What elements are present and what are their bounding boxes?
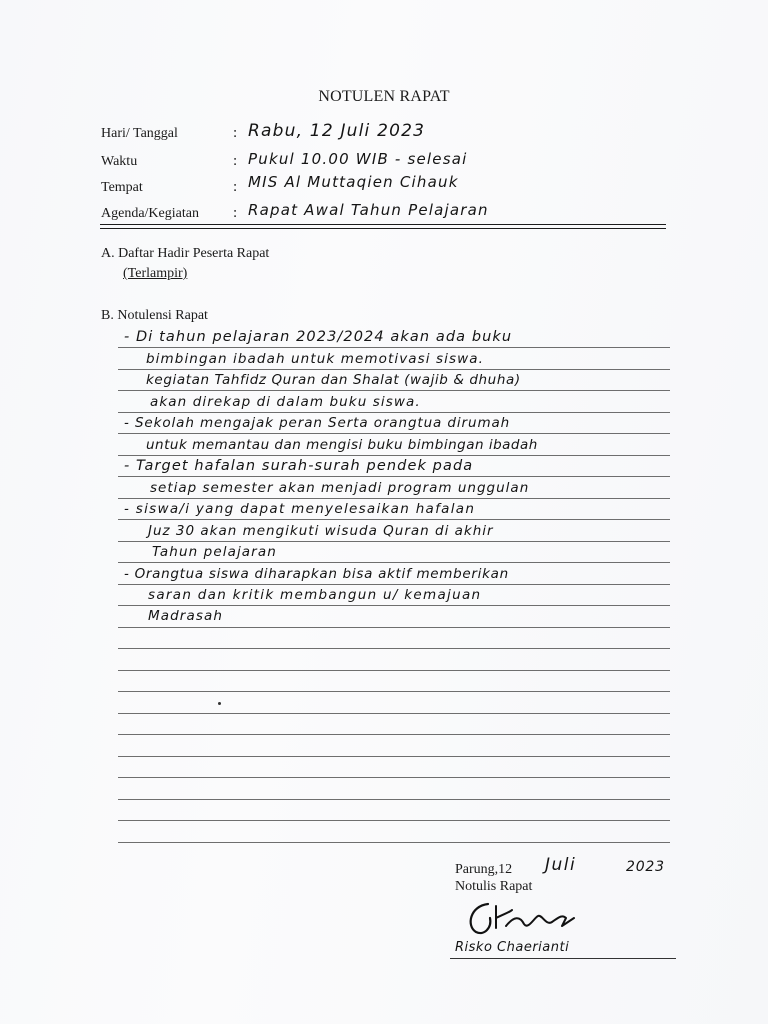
signature-name: Risko Chaerianti <box>455 940 570 955</box>
ruled-line <box>118 369 670 370</box>
note-line-text: - Target hafalan surah-surah pendek pada <box>124 458 474 474</box>
ruled-line <box>118 541 670 542</box>
note-line-text: - Di tahun pelajaran 2023/2024 akan ada buku <box>124 329 513 345</box>
field-colon: : <box>233 205 238 221</box>
ruled-line <box>118 648 670 649</box>
note-line-text: bimbingan ibadah untuk memotivasi siswa. <box>146 351 485 367</box>
page-title: NOTULEN RAPAT <box>318 88 450 105</box>
field-label-date: Hari/ Tanggal <box>101 126 178 141</box>
note-line-text: Juz 30 akan mengikuti wisuda Quran di akhir <box>148 523 494 539</box>
ruled-line <box>118 519 670 520</box>
header-rule-top <box>100 224 666 225</box>
note-line-text: - Sekolah mengajak peran Serta orangtua dirumah <box>124 415 511 431</box>
ruled-line <box>118 777 670 778</box>
signature-year: 2023 <box>626 859 665 875</box>
field-label-time: Waktu <box>101 154 138 169</box>
ruled-line <box>118 412 670 413</box>
note-line-text: saran dan kritik membangun u/ kemajuan <box>148 587 482 603</box>
note-line-text: - Orangtua siswa diharapkan bisa aktif memberikan <box>124 566 509 582</box>
ruled-line <box>118 756 670 757</box>
ruled-line <box>118 713 670 714</box>
ruled-line <box>118 691 670 692</box>
ruled-line <box>118 627 670 628</box>
note-line-text: Madrasah <box>148 608 223 624</box>
ruled-line <box>118 476 670 477</box>
ruled-line <box>118 734 670 735</box>
ruled-line <box>118 605 670 606</box>
ruled-line <box>118 455 670 456</box>
section-b-heading: B. Notulensi Rapat <box>101 308 208 323</box>
field-label-agenda: Agenda/Kegiatan <box>101 206 199 221</box>
note-line-text: Tahun pelajaran <box>152 544 277 560</box>
field-colon: : <box>233 179 238 195</box>
signature-month: Juli <box>545 855 577 875</box>
field-value-place: MIS Al Muttaqien Cihauk <box>248 173 459 191</box>
ruled-line <box>118 347 670 348</box>
ruled-line <box>118 433 670 434</box>
ruled-line <box>118 584 670 585</box>
field-label-place: Tempat <box>101 180 143 195</box>
ruled-line <box>118 820 670 821</box>
signature-scribble <box>462 896 592 938</box>
note-line-text: setiap semester akan menjadi program unggulan <box>150 480 530 496</box>
ruled-line <box>118 799 670 800</box>
note-line-text: - siswa/i yang dapat menyelesaikan hafalan <box>124 501 476 517</box>
section-a-note: (Terlampir) <box>123 266 188 281</box>
note-line-text: akan direkap di dalam buku siswa. <box>150 394 421 410</box>
field-colon: : <box>233 125 238 141</box>
ruled-line <box>118 562 670 563</box>
note-line-text: kegiatan Tahfidz Quran dan Shalat (wajib & dhuha) <box>146 372 521 388</box>
ruled-line <box>118 670 670 671</box>
field-value-agenda: Rapat Awal Tahun Pelajaran <box>248 201 489 219</box>
header-rule-bottom <box>100 228 666 229</box>
field-colon: : <box>233 153 238 169</box>
ink-dot <box>218 702 221 705</box>
ruled-line <box>118 390 670 391</box>
field-value-date: Rabu, 12 Juli 2023 <box>248 121 426 141</box>
note-line-text: untuk memantau dan mengisi buku bimbingan ibadah <box>146 437 538 453</box>
signature-place-date: Parung,12 <box>455 862 513 877</box>
ruled-line <box>118 498 670 499</box>
ruled-line <box>118 842 670 843</box>
section-a-heading: A. Daftar Hadir Peserta Rapat <box>101 246 270 261</box>
field-value-time: Pukul 10.00 WIB - selesai <box>248 150 468 168</box>
signature-role: Notulis Rapat <box>455 879 533 894</box>
signature-rule <box>450 958 676 959</box>
